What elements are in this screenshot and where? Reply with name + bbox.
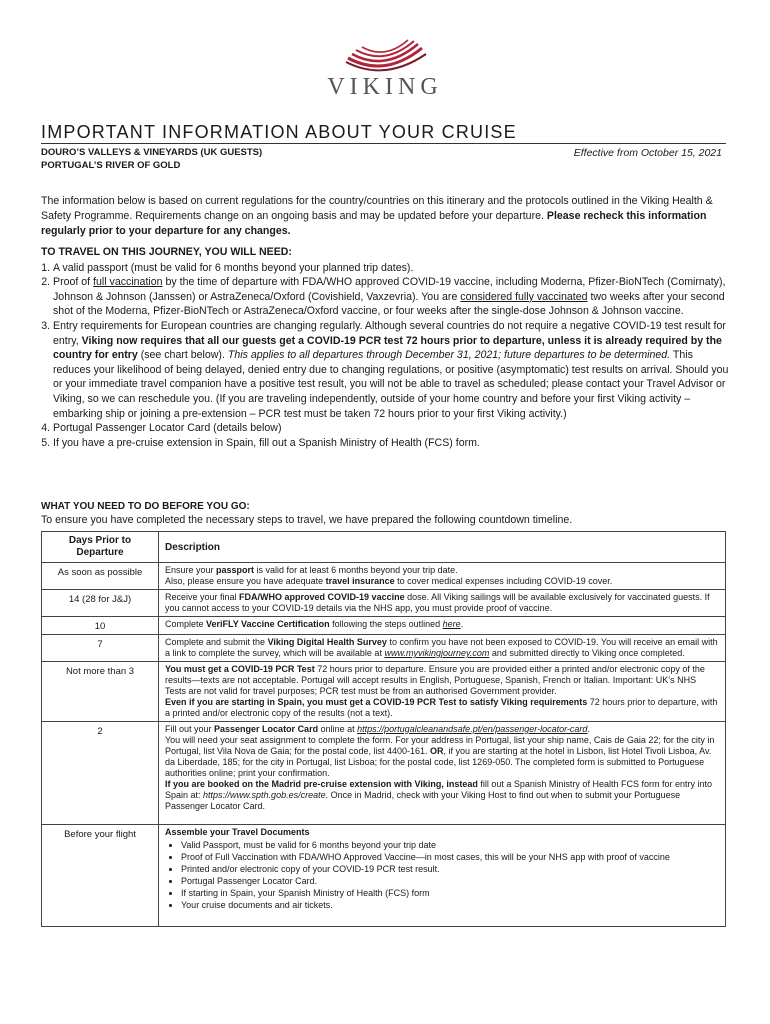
- requirement-vaccination: 2. Proof of full vaccination by the time of departure with FDA/WHO approved COVID-19 vaccine, including Moderna, Pfizer-BioNTech (Comirnaty), Johnson & Johnson (Janssen) or AstraZeneca/Oxford (Covishield, Vaxzevria). You are considered fully vaccinated two weeks after your second shot of the Moderna, Pfizer-BioNTech or AstraZeneca/Oxford vaccine, or four weeks after the single-dose Johnson & Johnson vaccine.: [53, 275, 731, 319]
- list-item: • Printed and/or electronic copy of your COVID-19 PCR test result.: [181, 864, 719, 875]
- cruise-subtitle: PORTUGAL’S RIVER OF GOLD: [41, 160, 181, 171]
- requirement-passport: 1. A valid passport (must be valid for 6 months beyond your planned trip dates).: [53, 261, 731, 276]
- locator-card-link[interactable]: https://portugalcleanandsafe.pt/en/passenger-locator-card: [357, 724, 588, 734]
- table-row: 7 Complete and submit the Viking Digital Health Survey to confirm you have not been exposed to COVID-19. You will receive an email with a link to complete the survey, which will be available at www.myvikingjourney.com and submitted directly to Viking once completed.: [42, 635, 726, 662]
- intro-recheck: Please recheck this information regularly prior to your departure for any changes.: [41, 210, 707, 237]
- myvikingjourney-link[interactable]: www.myvikingjourney.com: [384, 648, 490, 658]
- todo-section: [41, 501, 572, 526]
- table-row: As soon as possible Ensure your passport is valid for at least 6 months beyond your trip date. Also, please ensure you have adequate travel insurance to cover medical expenses including COVID-19 cover.: [42, 563, 726, 590]
- table-header: [42, 532, 726, 563]
- requirements-section: [41, 245, 731, 450]
- requirements-heading: TO TRAVEL ON THIS JOURNEY, YOU WILL NEED:: [41, 246, 292, 258]
- list-item: • Proof of Full Vaccination with FDA/WHO Approved Vaccine—in most cases, this will be your NHS app with proof of vaccine: [181, 852, 719, 863]
- table-row: 2 Fill out your Passenger Locator Card online at https://portugalcleanandsafe.pt/en/passenger-locator-card. You will need your seat assignment to complete the form. For your address in Portugal, list your ship name, Cais de Gaia 22; for the city in Portugal, list Vila Nova de Gaia; for the postal code, list 4400-161. OR, if you are starting at the hotel in Lisbon, list Hotel Tivoli Lisboa, Av. da Liberdade, 185; for the city in Portugal, list Lisboa; for the postal code, list 1269-050. The completed form is submitted to Portuguese authorities online; print your confirmation. If you are booked on the Madrid pre-cruise extension with Viking, instead fill out a Spanish Ministry of Health FCS form for entry into Spain at: https://www.spth.gob.es/create. Once in Madrid, check with your Viking Host to find out when to submit your Portuguese Passenger Locator Card.: [42, 722, 726, 825]
- intro-text: The information below is based on current regulations for the country/countries on this itinerary and the protocols outlined in the Viking Health & Safety Programme. Requirements change on an ongoing basis and may be updated before your departure.: [41, 195, 713, 222]
- verifly-here-link[interactable]: here: [442, 619, 461, 629]
- col-description: Description: [159, 532, 726, 563]
- documents-list: [165, 840, 719, 911]
- effective-date: Effective from October 15, 2021: [573, 147, 722, 159]
- title-divider: [41, 143, 726, 144]
- fully-vaccinated-link[interactable]: considered fully vaccinated: [460, 290, 588, 303]
- list-item: • Portugal Passenger Locator Card.: [181, 876, 719, 887]
- table-row: 10 Complete VeriFLY Vaccine Certification following the steps outlined here.: [42, 617, 726, 635]
- logo-text: VIKING: [327, 74, 443, 100]
- cruise-name: DOURO’S VALLEYS & VINEYARDS (UK GUESTS): [41, 147, 263, 158]
- intro-paragraph: [41, 194, 731, 239]
- requirement-spain-form: 5. If you have a pre-cruise extension in Spain, fill out a Spanish Ministry of Health (FCS) form.: [53, 436, 731, 451]
- list-item: • Valid Passport, must be valid for 6 months beyond your trip date: [181, 840, 719, 851]
- page-title: IMPORTANT INFORMATION ABOUT YOUR CRUISE: [41, 122, 517, 142]
- list-item: • If starting in Spain, your Spanish Ministry of Health (FCS) form: [181, 888, 719, 899]
- table-row: Not more than 3 You must get a COVID-19 PCR Test 72 hours prior to departure. Ensure you are provided either a printed and/or electronic copy of the results—texts are not acceptable. Portugal will accept results in English, Portuguese, Spanish, French or Italian. Important: UK’s NHS Tests are not valid for travel purposes; PCR test must be from an authorised Government provider. Even if you are starting in Spain, you must get a COVID-19 PCR Test to satisfy Viking requirements 72 hours prior to departure, with a printed and/or electronic copy of the results (not a text).: [42, 662, 726, 722]
- requirement-locator-card: 4. Portugal Passenger Locator Card (details below): [53, 421, 731, 436]
- todo-heading: WHAT YOU NEED TO DO BEFORE YOU GO:: [41, 501, 250, 512]
- documents-title: Assemble your Travel Documents: [165, 827, 310, 837]
- requirement-pcr-test: 3. Entry requirements for European countries are changing regularly. Although several countries do not require a negative COVID-19 test result for entry, Viking now requires that all our guests get a COVID-19 PCR test 72 hours prior to departure, unless it is already required by the country for entry (see chart below). This applies to all departures through December 31, 2021; future departures to be determined. This reduces your likelihood of being delayed, denied entry due to changing regulations, or positive (asymptomatic) test results on arrival. Should you or your immediate travel companion have a positive test result, you will not be able to travel as scheduled; please contact your Travel Advisor or Viking, so we can reschedule you. (If you are traveling independently, outside of your home country and before your first Viking activity – embarking ship or joining a pre-extension – PCR test must be taken 72 hours prior to your first Viking activity.): [53, 319, 731, 421]
- full-vaccination-link[interactable]: full vaccination: [93, 276, 163, 289]
- todo-subtext: To ensure you have completed the necessary steps to travel, we have prepared the following countdown timeline.: [41, 514, 573, 526]
- countdown-table: [41, 531, 726, 927]
- table-row: 14 (28 for J&J) Receive your final FDA/WHO approved COVID-19 vaccine dose. All Viking sailings will be available exclusively for vaccinated guests. If you cannot access to your COVID-19 details via the NHS app, you must provide proof of vaccine.: [42, 590, 726, 617]
- table-row: Before your flight Assemble your Travel Documents • Valid Passport, must be valid for 6 months beyond your trip date • Proof of Full Vaccination with FDA/WHO Approved Vaccine—in most cases, this will be your NHS app with proof of vaccine • Printed and/or electronic copy of your COVID-19 PCR test result. • Portugal Passenger Locator Card. • If starting in Spain, your Spanish Ministry of Health (FCS) form • Your cruise documents and air tickets.: [42, 825, 726, 927]
- viking-logo: [0, 38, 770, 101]
- col-days-prior: Days Prior to Departure: [42, 532, 159, 563]
- list-item: • Your cruise documents and air tickets.: [181, 900, 719, 911]
- longship-icon: [340, 38, 430, 74]
- spth-link[interactable]: https://www.spth.gob.es/create: [203, 790, 326, 800]
